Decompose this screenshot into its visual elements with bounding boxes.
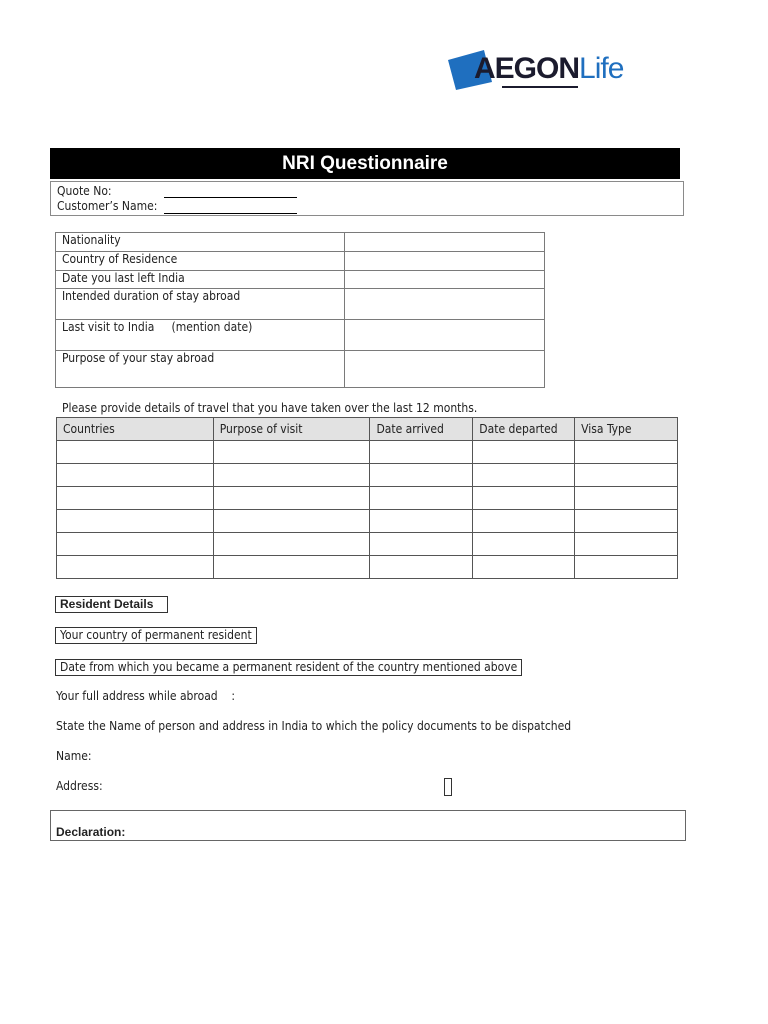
travel-intro: Please provide details of travel that you have taken over the last 12 months. <box>62 401 478 415</box>
table-cell[interactable] <box>213 464 370 487</box>
column-header-purpose: Purpose of visit <box>213 418 370 441</box>
permanent-country-label: Your country of permanent resident <box>55 627 257 644</box>
table-row <box>57 464 678 487</box>
table-cell[interactable] <box>575 510 678 533</box>
table-cell[interactable] <box>370 441 473 464</box>
intended-duration-field[interactable] <box>344 289 544 320</box>
table-cell[interactable] <box>370 556 473 579</box>
table-cell[interactable] <box>370 533 473 556</box>
logo-suffix: Life <box>579 52 624 85</box>
table-cell[interactable] <box>57 464 214 487</box>
country-of-residence-field[interactable] <box>344 252 544 271</box>
table-cell[interactable] <box>473 441 575 464</box>
last-left-india-label: Date you last left India <box>56 271 345 289</box>
table-row <box>57 441 678 464</box>
last-left-india-field[interactable] <box>344 271 544 289</box>
nationality-label: Nationality <box>56 233 345 252</box>
table-cell[interactable] <box>213 441 370 464</box>
personal-info-table <box>55 232 545 388</box>
table-row <box>56 252 545 271</box>
logo-underline <box>502 86 578 88</box>
permanent-date-label: Date from which you became a permanent resident of the country mentioned above <box>55 659 522 676</box>
table-cell[interactable] <box>57 510 214 533</box>
table-cell[interactable] <box>57 533 214 556</box>
last-visit-label: Last visit to India (mention date) <box>56 320 345 351</box>
permanent-date-row <box>55 659 522 676</box>
table-cell[interactable] <box>370 487 473 510</box>
purpose-of-stay-field[interactable] <box>344 351 544 388</box>
table-cell[interactable] <box>473 464 575 487</box>
logo-text <box>474 52 623 86</box>
quote-no-field[interactable] <box>164 197 297 198</box>
address-abroad-label: Your full address while abroad : <box>56 689 236 703</box>
table-cell[interactable] <box>213 533 370 556</box>
table-cell[interactable] <box>575 441 678 464</box>
table-row <box>57 556 678 579</box>
column-header-visa-type: Visa Type <box>575 418 678 441</box>
name-label: Name: <box>56 749 92 763</box>
nationality-field[interactable] <box>344 233 544 252</box>
table-cell[interactable] <box>473 487 575 510</box>
placeholder-glyph-icon <box>444 778 452 796</box>
table-cell[interactable] <box>213 510 370 533</box>
permanent-country-row <box>55 627 257 644</box>
table-row <box>56 233 545 252</box>
table-cell[interactable] <box>370 510 473 533</box>
table-cell[interactable] <box>473 533 575 556</box>
intended-duration-label: Intended duration of stay abroad <box>56 289 345 320</box>
resident-details-section <box>55 596 168 613</box>
purpose-of-stay-label: Purpose of your stay abroad <box>56 351 345 388</box>
logo-brand: AEGON <box>474 52 580 85</box>
table-cell[interactable] <box>57 556 214 579</box>
address-label: Address: <box>56 779 103 793</box>
dispatch-instruction: State the Name of person and address in India to which the policy documents to be dispatched <box>56 719 572 733</box>
table-cell[interactable] <box>473 556 575 579</box>
last-visit-field[interactable] <box>344 320 544 351</box>
table-row <box>56 351 545 388</box>
table-cell[interactable] <box>370 464 473 487</box>
declaration-box <box>50 810 686 841</box>
table-cell[interactable] <box>57 441 214 464</box>
customer-name-field[interactable] <box>164 213 297 214</box>
table-row <box>57 510 678 533</box>
table-row <box>57 487 678 510</box>
country-of-residence-label: Country of Residence <box>56 252 345 271</box>
column-header-date-arrived: Date arrived <box>370 418 473 441</box>
table-row <box>56 320 545 351</box>
table-cell[interactable] <box>575 487 678 510</box>
table-cell[interactable] <box>57 487 214 510</box>
column-header-countries: Countries <box>57 418 214 441</box>
table-cell[interactable] <box>575 464 678 487</box>
quote-box <box>50 181 684 216</box>
quote-no-label: Quote No: <box>57 184 112 198</box>
column-header-date-departed: Date departed <box>473 418 575 441</box>
table-header-row <box>57 418 678 441</box>
resident-details-heading: Resident Details <box>55 596 168 613</box>
table-row <box>56 271 545 289</box>
table-row <box>57 533 678 556</box>
table-cell[interactable] <box>473 510 575 533</box>
table-cell[interactable] <box>575 533 678 556</box>
declaration-label: Declaration: <box>56 825 126 839</box>
customer-name-label: Customer’s Name: <box>57 199 158 213</box>
page-title: NRI Questionnaire <box>50 148 680 179</box>
table-cell[interactable] <box>213 556 370 579</box>
table-row <box>56 289 545 320</box>
table-cell[interactable] <box>213 487 370 510</box>
table-cell[interactable] <box>575 556 678 579</box>
travel-table <box>56 417 678 579</box>
aegon-life-logo <box>446 44 656 100</box>
